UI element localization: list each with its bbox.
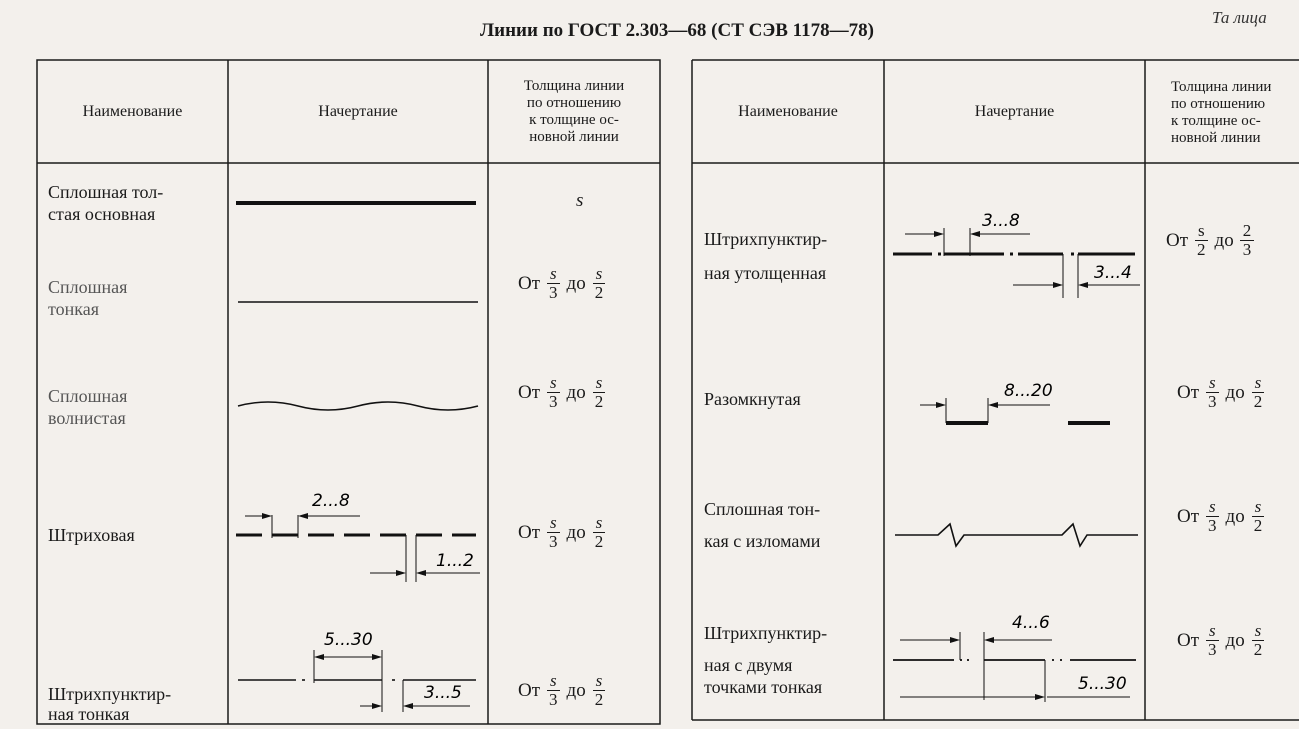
- row-name-breaks: Сплошная тон- кая с изломами: [704, 499, 821, 551]
- thickness-value-s: s: [576, 190, 584, 211]
- row-name-dashdotdot: Штрихпунктир- ная с двумя точками тонкая: [704, 623, 828, 697]
- left-header-drawing: Начертание: [318, 103, 398, 120]
- row-name-wavy: Сплошная волнистая: [48, 386, 128, 428]
- row-name-dashdot-thick: Штрихпунктир- ная утолщенная: [704, 229, 828, 283]
- row-name-dashdot-thin: Штрихпунктир- ная тонкая: [48, 684, 172, 724]
- dashdot-thick-dim1: 3...8: [982, 211, 1020, 231]
- thickness-range-row4: От $\frac{s}{3}$ до $\frac{s}{2}$: [518, 514, 606, 551]
- thickness-range-row5: От $\frac{s}{3}$ до $\frac{s}{2}$: [518, 672, 606, 709]
- table-corner-label: Та лица: [1212, 8, 1267, 27]
- dashdot-thick-dim2: 3...4: [1094, 263, 1132, 283]
- thickness-range-row3: От $\frac{s}{3}$ до $\frac{s}{2}$: [518, 374, 606, 411]
- dashed-line-drawing: [236, 513, 480, 582]
- right-header-name: Наименование: [738, 103, 838, 120]
- dashdot-thin-dim1: 5...30: [324, 630, 373, 650]
- left-header-name: Наименование: [82, 103, 183, 120]
- dashdotdot-dim1: 4...6: [1012, 613, 1050, 633]
- row-name-solid-thin: Сплошная тонкая: [48, 277, 128, 319]
- open-line-drawing: [920, 398, 1110, 423]
- thickness-range-right1: От $\frac{s}{2}$ до $\frac{2}{3}$: [1166, 222, 1254, 259]
- dashdotdot-dim2: 5...30: [1078, 674, 1127, 694]
- break-line: [895, 524, 1138, 546]
- thickness-range-row2: От $\frac{s}{3}$ до $\frac{s}{2}$: [518, 265, 606, 302]
- row-name-open: Разомкнутая: [704, 389, 801, 409]
- dashdot-thin-dim2: 3...5: [424, 683, 462, 703]
- right-header-thickness: Толщина линии по отношению к толщине ос- новной линии: [1171, 79, 1272, 146]
- thickness-range-right3: От $\frac{s}{3}$ до $\frac{s}{2}$: [1177, 498, 1265, 535]
- open-line-dim1: 8...20: [1004, 381, 1053, 401]
- left-header-thickness: Толщина линии по отношению к толщине ос- новной линии: [523, 78, 625, 145]
- row-name-solid-thick: Сплошная тол- стая основная: [48, 182, 164, 224]
- thickness-range-right2: От $\frac{s}{3}$ до $\frac{s}{2}$: [1177, 374, 1265, 411]
- right-header-drawing: Начертание: [974, 103, 1055, 120]
- thickness-range-right4: От $\frac{s}{3}$ до $\frac{s}{2}$: [1177, 622, 1265, 659]
- wavy-line: [238, 402, 478, 410]
- dashed-dim2: 1...2: [436, 551, 474, 571]
- row-name-dashed: Штриховая: [48, 525, 135, 545]
- dashed-dim1: 2...8: [312, 491, 350, 511]
- table-title: Линии по ГОСТ 2.303—68 (СТ СЭВ 1178—78): [480, 20, 874, 41]
